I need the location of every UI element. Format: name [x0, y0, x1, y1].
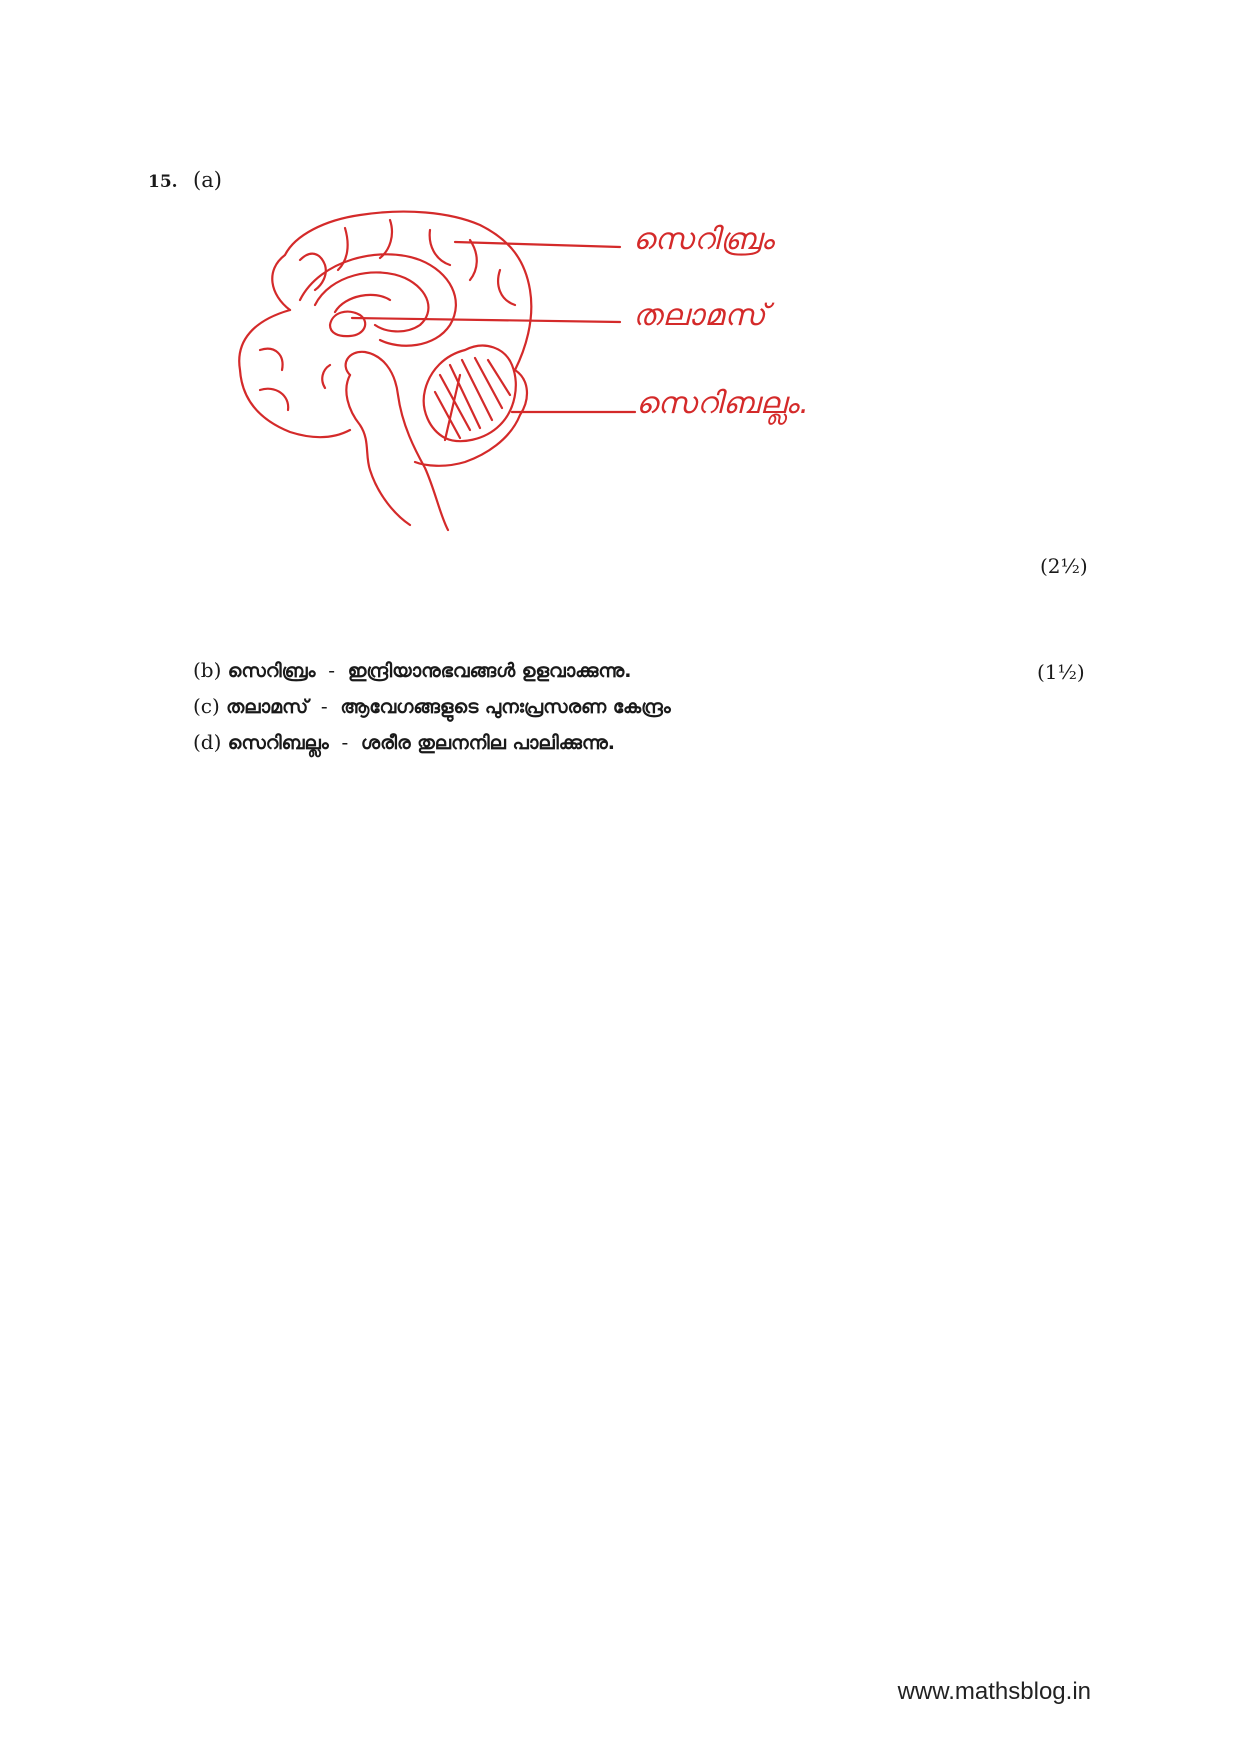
- answer-term: സെറിബല്ലം: [227, 732, 329, 754]
- answer-text: ശരീര തുലനനില പാലിക്കുന്നു.: [360, 732, 615, 754]
- question-number: 15.: [148, 172, 178, 192]
- pointer-cerebrum: [455, 242, 620, 247]
- answer-text: ഇന്ദ്രിയാനുഭവങ്ങൾ ഉളവാക്കുന്നു.: [347, 660, 632, 682]
- answer-term: സെറിബ്രം: [227, 660, 316, 682]
- answer-sep: -: [320, 694, 328, 718]
- part-a-label: (a): [193, 168, 222, 192]
- answer-label: (b): [193, 658, 222, 682]
- thalamus-outline: [330, 312, 365, 337]
- answer-c: [193, 694, 671, 718]
- answer-text: ആവേഗങ്ങളുടെ പുനഃപ്രസരണ കേന്ദ്രം: [340, 696, 671, 718]
- part-a-marks: (2½): [1040, 554, 1088, 578]
- footer-website[interactable]: www.mathsblog.in: [897, 1678, 1091, 1705]
- pointer-thalamus: [352, 318, 620, 322]
- label-thalamus: തലാമസ്: [633, 298, 767, 333]
- cerebrum-outline: [272, 212, 531, 466]
- answer-label: (d): [193, 730, 222, 754]
- answer-term: തലാമസ്: [226, 696, 309, 718]
- label-cerebrum: സെറിബ്രം: [633, 222, 775, 257]
- brain-diagram: [230, 200, 950, 600]
- answer-label: (c): [193, 694, 220, 718]
- answer-b-marks: (1½): [1037, 660, 1085, 684]
- answer-sep: -: [328, 658, 336, 682]
- answer-b: [193, 658, 632, 682]
- cerebellum-outline: [424, 346, 516, 441]
- label-cerebellum: സെറിബല്ലം.: [636, 386, 810, 421]
- answer-d: [193, 730, 615, 754]
- brainstem-outline: [346, 352, 448, 530]
- answer-sep: -: [341, 730, 349, 754]
